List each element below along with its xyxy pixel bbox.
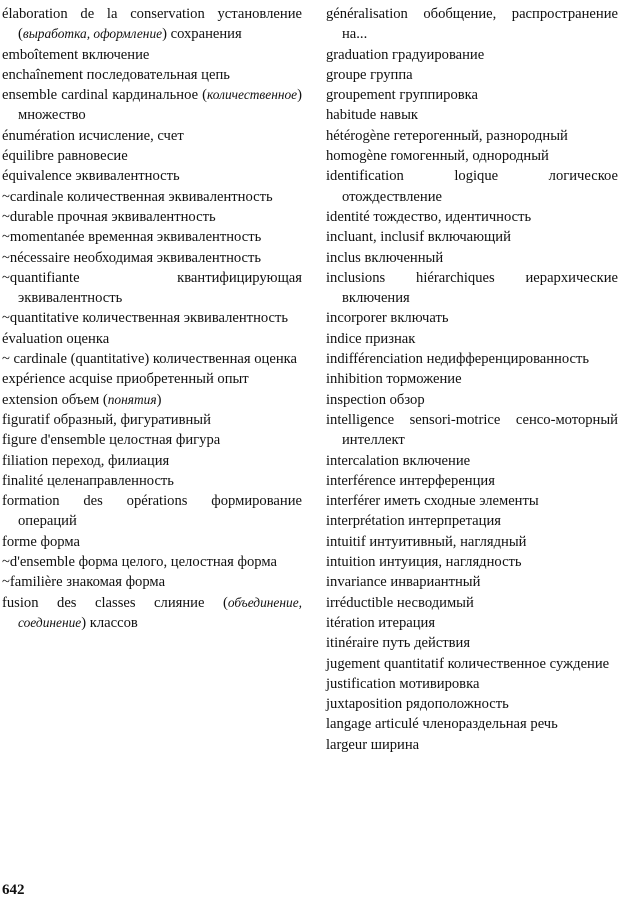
dictionary-entry — [326, 714, 618, 734]
dictionary-entry — [326, 45, 618, 65]
dictionary-entry — [326, 491, 618, 511]
dictionary-entry — [326, 735, 618, 755]
entry-text: jugement quantitatif количественное суждение — [326, 655, 610, 672]
dictionary-entry — [326, 268, 618, 309]
entry-text: équivalence эквивалентность — [2, 168, 180, 185]
entry-text: fusion des classes слияние ( — [2, 594, 228, 611]
entry-text: intercalation включение — [326, 452, 471, 469]
entry-text: ~durable прочная эквивалентность — [2, 208, 216, 225]
entry-text: indice признак — [326, 330, 416, 347]
entry-text: inclusions hiérarchiques иерархические включения — [326, 269, 618, 307]
dictionary-entry — [326, 329, 618, 349]
dictionary-entry — [326, 126, 618, 146]
entry-text: itinéraire путь действия — [326, 635, 471, 652]
entry-text: habitude навык — [326, 107, 418, 124]
dictionary-entry — [326, 694, 618, 714]
entry-text: intuition интуиция, наглядность — [326, 554, 522, 571]
entry-text: langage articulé членораздельная речь — [326, 716, 558, 733]
dictionary-entry — [326, 308, 618, 328]
entry-tail: ) сохранения — [162, 26, 242, 43]
dictionary-entry — [2, 572, 302, 592]
entry-text: homogène гомогенный, однородный — [326, 148, 549, 165]
dictionary-entry — [2, 430, 302, 450]
entry-text: inhibition торможение — [326, 371, 462, 388]
entry-text: forme форма — [2, 533, 80, 550]
entry-text: ~d'ensemble форма целого, целостная форма — [2, 554, 277, 571]
dictionary-entry — [326, 85, 618, 105]
dictionary-entry — [2, 369, 302, 389]
dictionary-entry — [326, 654, 618, 674]
dictionary-entry — [2, 45, 302, 65]
dictionary-entry — [326, 166, 618, 207]
entry-tail: ) множество — [18, 87, 302, 124]
entry-text: ~quantitative количественная эквивалентность — [2, 310, 289, 327]
dictionary-entry — [2, 4, 302, 45]
dictionary-entry — [2, 268, 302, 309]
entry-text: hétérogène гетерогенный, разнородный — [326, 127, 568, 144]
entry-text: invariance инвариантный — [326, 574, 481, 591]
dictionary-entry — [2, 207, 302, 227]
page-number: 642 — [2, 882, 25, 898]
entry-text: ~cardinale количественная эквивалентность — [2, 188, 273, 205]
entry-text: ~nécessaire необходимая эквивалентность — [2, 249, 262, 266]
entry-text: énumération исчисление, счет — [2, 127, 184, 144]
dictionary-entry — [326, 390, 618, 410]
entry-text: interférer иметь сходные элементы — [326, 493, 539, 510]
dictionary-entry — [2, 532, 302, 552]
dictionary-entry — [2, 65, 302, 85]
dictionary-entry — [2, 227, 302, 247]
dictionary-entry — [2, 146, 302, 166]
dictionary-entry — [2, 126, 302, 146]
dictionary-entry — [2, 308, 302, 328]
entry-tail: ) классов — [81, 614, 138, 631]
entry-text: filiation переход, филиация — [2, 452, 170, 469]
dictionary-entry — [326, 410, 618, 451]
entry-italic-note: понятия — [107, 391, 157, 407]
entry-text: formation des opérations формирование операций — [2, 493, 302, 530]
entry-text: ~momentanée временная эквивалентность — [2, 229, 262, 246]
dictionary-entry — [326, 4, 618, 45]
dictionary-entry — [326, 532, 618, 552]
dictionary-entry — [326, 451, 618, 471]
entry-text: inclus включенный — [326, 249, 444, 266]
dictionary-entry — [2, 491, 302, 532]
dictionary-entry — [2, 410, 302, 430]
dictionary-entry — [2, 187, 302, 207]
entry-text: ensemble cardinal кардинальное ( — [2, 87, 208, 104]
entry-text: extension объем ( — [2, 391, 108, 408]
dictionary-entry — [2, 329, 302, 349]
dictionary-entry — [2, 390, 302, 410]
entry-italic-note: количественное — [207, 87, 298, 103]
dictionary-entry — [2, 248, 302, 268]
entry-text: finalité целенаправленность — [2, 472, 174, 489]
entry-text: évaluation оценка — [2, 330, 110, 347]
dictionary-entry — [326, 511, 618, 531]
dictionary-entry — [326, 227, 618, 247]
dictionary-entry — [326, 572, 618, 592]
entry-text: interférence интерференция — [326, 472, 495, 489]
left-column — [2, 4, 302, 633]
entry-text: inspection обзор — [326, 391, 425, 408]
dictionary-entry — [326, 633, 618, 653]
entry-text: groupement группировка — [326, 87, 479, 104]
dictionary-entry — [326, 146, 618, 166]
entry-text: irréductible несводимый — [326, 594, 474, 611]
dictionary-entry — [326, 248, 618, 268]
dictionary-entry — [326, 349, 618, 369]
dictionary-entry — [326, 207, 618, 227]
entry-text: enchaînement последовательная цепь — [2, 66, 230, 83]
entry-text: itération итерация — [326, 614, 436, 631]
entry-text: juxtaposition рядоположность — [326, 696, 509, 713]
entry-text: emboîtement включение — [2, 46, 150, 63]
right-column — [326, 4, 618, 755]
entry-text: identité тождество, идентичность — [326, 208, 532, 225]
entry-text: figuratif образный, фигуративный — [2, 411, 211, 428]
entry-text: incorporer включать — [326, 310, 449, 327]
dictionary-entry — [326, 613, 618, 633]
entry-text: largeur ширина — [326, 736, 420, 753]
dictionary-entry — [2, 593, 302, 634]
dictionary-entry — [2, 85, 302, 126]
entry-text: généralisation обобщение, распространение на... — [326, 6, 618, 43]
entry-text: équilibre равновесие — [2, 148, 128, 165]
dictionary-entry — [326, 471, 618, 491]
dictionary-entry — [326, 65, 618, 85]
entry-text: groupe группа — [326, 66, 413, 83]
entry-text: intuitif интуитивный, наглядный — [326, 533, 527, 550]
entry-text: élaboration de la conservation установление ( — [2, 6, 302, 43]
dictionary-entry — [326, 593, 618, 613]
entry-text: figure d'ensemble целостная фигура — [2, 432, 221, 449]
entry-text: justification мотивировка — [326, 675, 480, 692]
entry-text: identification logique логическое отождествление — [326, 168, 618, 205]
dictionary-entry — [326, 369, 618, 389]
entry-text: incluant, inclusif включающий — [326, 229, 511, 246]
dictionary-entry — [2, 471, 302, 491]
entry-text: indifférenciation недифференцированность — [326, 351, 590, 368]
entry-italic-note: выработка, оформление — [22, 26, 163, 42]
entry-text: interprétation интерпретация — [326, 513, 501, 530]
entry-text: ~quantifiante квантифицирующая эквивалентность — [2, 269, 302, 307]
dictionary-entry — [2, 451, 302, 471]
dictionary-entry — [2, 349, 302, 369]
dictionary-entry — [2, 166, 302, 186]
entry-text: intelligence sensori-motrice сенсо-моторный интеллект — [326, 411, 618, 449]
entry-tail: ) — [156, 391, 162, 408]
entry-text: graduation градуирование — [326, 46, 485, 63]
dictionary-entry — [326, 674, 618, 694]
dictionary-entry — [2, 552, 302, 572]
dictionary-entry — [326, 552, 618, 572]
entry-text: ~ cardinale (quantitative) количественная оценка — [2, 351, 297, 368]
dictionary-entry — [326, 105, 618, 125]
entry-text: ~familière знакомая форма — [2, 574, 166, 591]
entry-text: expérience acquise приобретенный опыт — [2, 371, 249, 388]
entry-italic-note: объединение, соединение — [18, 594, 302, 630]
